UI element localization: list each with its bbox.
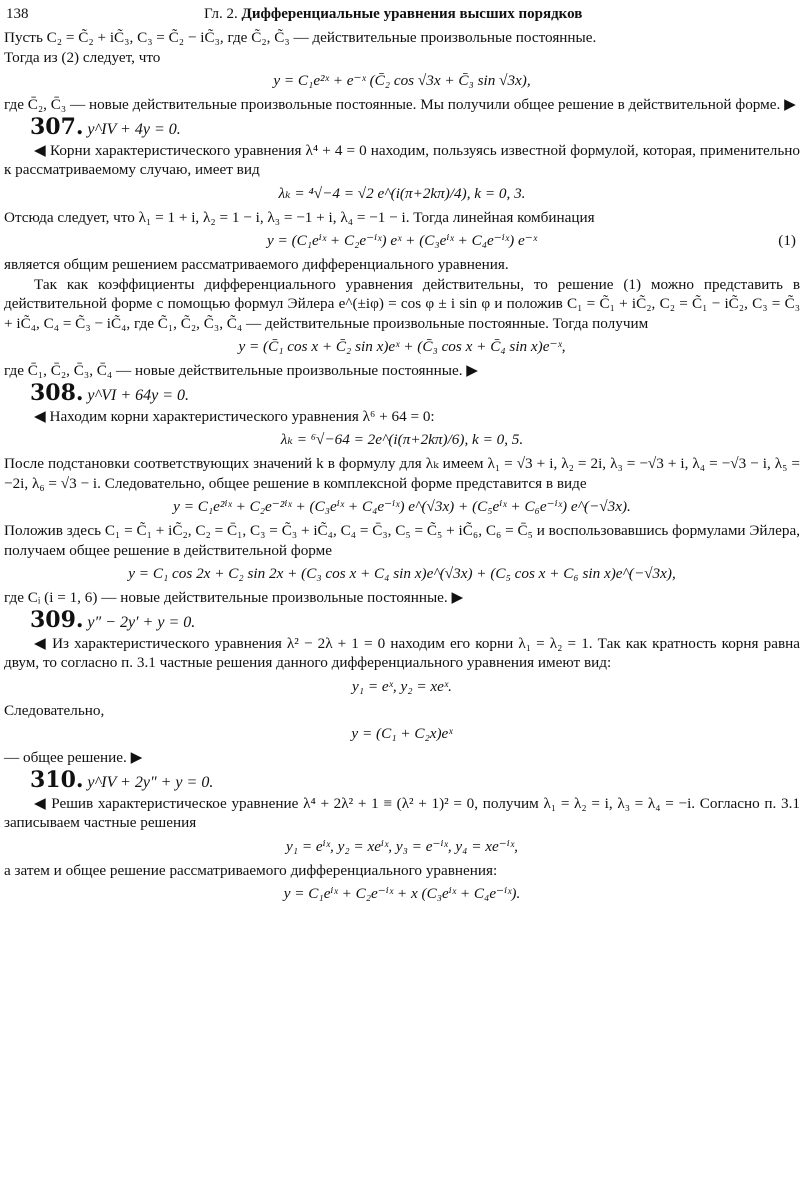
text-paragraph: ◀ Решив характеристическое уравнение λ⁴ + 2λ² + 1 ≡ (λ² + 1)² = 0, получим λ₁ = λ₂ = i, λ₃ = λ₄ = −i. Согласно п. 3.1 записываем частные решения <box>4 794 800 831</box>
text-line: является общим решением рассматриваемого дифференциального уравнения. <box>4 256 509 273</box>
text-paragraph: После подстановки соответствующих значений k в формулу для λₖ имеем λ₁ = √3 + i, λ₂ = 2i, λ₃ = −√3 + i, λ₄ = −√3 − i, λ₅ = −2i, λ₆ = √3 − i. Следовательно, общее решение в комплексной форме представится в виде <box>4 455 800 492</box>
equation: y₁ = eⁱˣ, y₂ = xeⁱˣ, y₃ = e⁻ⁱˣ, y₄ = xe⁻ⁱˣ, <box>286 837 518 855</box>
equation: y = C₁e²ⁱˣ + C₂e⁻²ⁱˣ + (C₃eⁱˣ + C₄e⁻ⁱˣ) e^(√3x) + (C₅eⁱˣ + C₆e⁻ⁱˣ) e^(−√3x). <box>173 498 631 515</box>
text-line: где C̄₁, C̄₂, C̄₃, C̄₄ — новые действительные произвольные постоянные. ▶ <box>4 362 478 379</box>
equation: y = C₁ cos 2x + C₂ sin 2x + (C₃ cos x + C₄ sin x)e^(√3x) + (C₅ cos x + C₆ sin x)e^(−√3x), <box>128 565 676 582</box>
equation: y = C₁eⁱˣ + C₂e⁻ⁱˣ + x (C₃eⁱˣ + C₄e⁻ⁱˣ). <box>283 885 521 902</box>
text-line: Пусть C₂ = C̃₂ + iC̃₃, C₃ = C̃₂ − iC̃₃, где C̃₂, C̃₃ — действительные произвольные постоянные. <box>4 29 597 46</box>
text-line: ◀ Находим корни характеристического уравнения λ⁶ + 64 = 0: <box>34 407 435 425</box>
text-paragraph: Отсюда следует, что λ₁ = 1 + i, λ₂ = 1 − i, λ₃ = −1 + i, λ₄ = −1 − i. Тогда линейная комбинация <box>4 208 595 226</box>
page-number: 138 <box>6 6 29 22</box>
equation: y = (C₁ + C₂x)eˣ <box>351 725 453 742</box>
equation: λₖ = ⁴√−4 = √2 e^(i(π+2kπ)/4), k = 0, 3. <box>278 184 526 202</box>
text-paragraph: Положив здесь C₁ = C̃₁ + iC̃₂, C₂ = C̄₁, C₃ = C̃₃ + iC̃₄, C₄ = C̄₃, C₅ = C̃₅ + iC̃₆, C₆ = C̄₅ и воспользовавшись формулами Эйлера, получаем общее решение в действительной форме <box>4 522 800 559</box>
problem-309: 309. y″ − 2y′ + y = 0. <box>30 606 196 633</box>
text-line: Следовательно, <box>4 701 105 719</box>
chapter-title: Гл. 2. Дифференциальные уравнения высших порядков <box>204 6 583 22</box>
text-paragraph: ◀ Корни характеристического уравнения λ⁴ + 4 = 0 находим, пользуясь известной формулой, которая, применительно к рассматриваемому случаю, имеет вид <box>4 141 800 178</box>
equation: y₁ = eˣ, y₂ = xeˣ. <box>352 677 452 695</box>
text-paragraph: ◀ Из характеристического уравнения λ² − 2λ + 1 = 0 находим его корни λ₁ = λ₂ = 1. Так как кратность корня равна двум, то согласно п. 3.1 частные решения данного дифференциального уравнения имеют вид: <box>4 634 800 671</box>
equation: y = (C̄₁ cos x + C̄₂ sin x)eˣ + (C̄₃ cos x + C̄₄ sin x)e⁻ˣ, <box>238 338 566 355</box>
equation-number: (1) <box>778 232 796 249</box>
problem-308: 308. y^VI + 64y = 0. <box>30 379 190 406</box>
equation: λₖ = ⁶√−64 = 2e^(i(π+2kπ)/6), k = 0, 5. <box>280 431 524 448</box>
text-paragraph: где C̄₂, C̄₃ — новые действительные произвольные постоянные. Мы получили общее решение в действительной форме. ▶ <box>4 96 796 113</box>
page <box>4 6 800 908</box>
equation-numbered: y = (C₁eⁱˣ + C₂e⁻ⁱˣ) eˣ + (C₃eⁱˣ + C₄e⁻ⁱˣ) e⁻ˣ (1) <box>4 230 800 252</box>
text-line: — общее решение. ▶ <box>4 749 143 766</box>
equation: y = C₁e²ˣ + e⁻ˣ (C̄₂ cos √3x + C̄₃ sin √3x), <box>273 72 531 89</box>
problem-310: 310. y^IV + 2y″ + y = 0. <box>30 766 214 793</box>
problem-307: 307. y^IV + 4y = 0. <box>30 113 181 140</box>
text-line: где Cᵢ (i = 1, 6) — новые действительные произвольные постоянные. ▶ <box>4 589 464 606</box>
text-line: Тогда из (2) следует, что <box>4 48 161 66</box>
text-paragraph: Так как коэффициенты дифференциального уравнения действительны, то решение (1) можно представить в действительной форме с помощью формул Эйлера e^(±iφ) = cos φ ± i sin φ и положив C₁ = C̃₁ + iC̃₂, C₂ = C̃₁ − iC̃₂, C₃ = C̃₃ + iC̃₄, C₄ = C̃₃ − iC̃₄, где C̃₁, C̃₂, C̃₃, C̃₄ — действительные произвольные постоянные. Тогда получим <box>4 275 800 332</box>
running-header <box>4 6 800 28</box>
text-line: а затем и общее решение рассматриваемого дифференциального уравнения: <box>4 861 498 879</box>
